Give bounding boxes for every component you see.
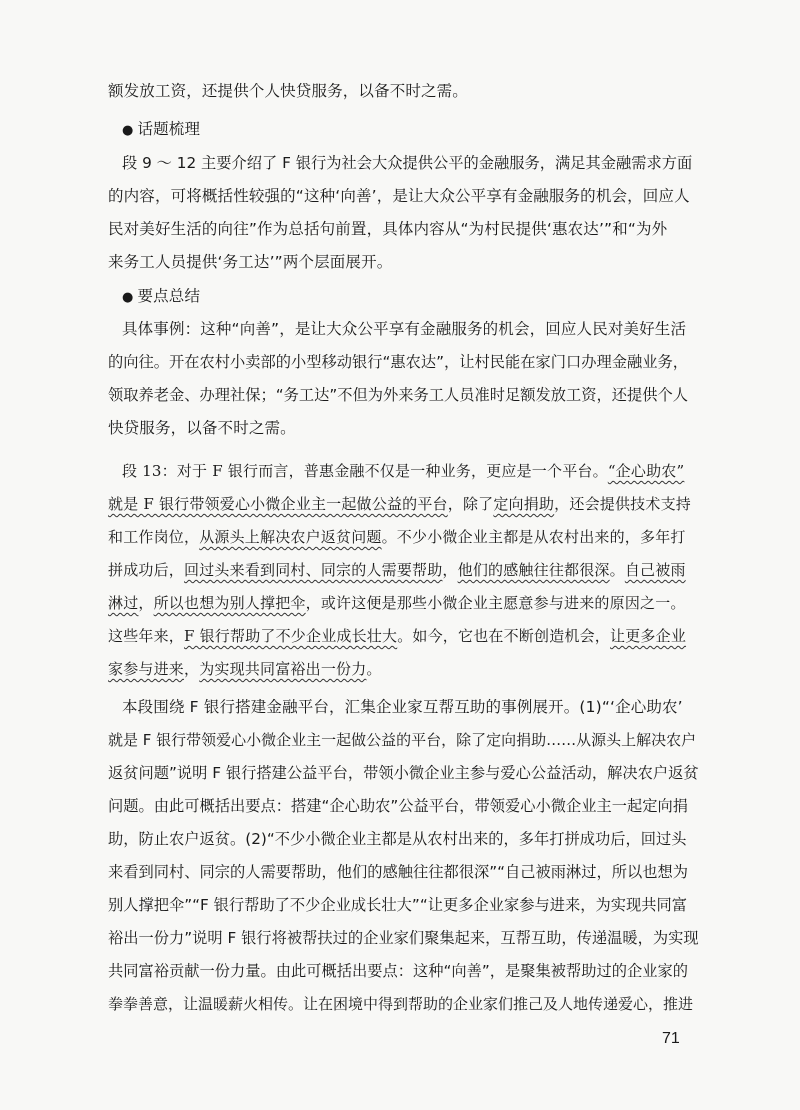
text-line: 来看到同村、同宗的人需要帮助，他们的感触往往都很深”“自己被雨淋过，所以也想为 — [108, 863, 689, 881]
text-line: 来务工人员提供‘务工达’”两个层面展开。 — [108, 253, 393, 271]
text-span: 拼成功后， — [108, 561, 185, 579]
text-span: 和工作岗位， — [108, 528, 200, 546]
text-line: 的内容，可将概括性较强的“这种‘向善’，是让大众公平享有金融服务的机会，回应人 — [108, 187, 690, 205]
underlined-span: 所以也想为别人撑把伞 — [153, 594, 306, 612]
underlined-span: 就是 F 银行带领爱心小微企业主一起做公益的平台 — [108, 495, 448, 513]
text-span: 段 13：对于 F 银行而言，普惠金融不仅是一种业务，更应是一个平台。 — [122, 462, 608, 480]
underlined-span: F 银行帮助了不少企业成长壮大 — [184, 627, 398, 645]
text-line: 额发放工资，还提供个人快贷服务，以备不时之需。 — [108, 82, 468, 100]
source-line — [108, 526, 686, 548]
underlined-span: 为实现共同富裕出一份力 — [199, 660, 367, 678]
source-line — [108, 625, 686, 647]
text-span: ， — [138, 594, 154, 612]
section-heading-summary: ● 要点总结 — [122, 285, 200, 309]
source-line — [108, 592, 686, 614]
page-number: 71 — [662, 1030, 680, 1047]
text-span: ， — [184, 660, 200, 678]
text-span: 这些年来， — [108, 627, 185, 645]
text-line: 本段围绕 F 银行搭建金融平台，汇集企业家互帮互助的事例展开。(1)“‘企心助农’ — [122, 698, 683, 716]
source-line — [108, 493, 691, 515]
text-span: ， — [442, 561, 458, 579]
source-line — [108, 658, 382, 680]
underlined-span: “企心助农” — [607, 462, 685, 480]
text-line: 快贷服务，以备不时之需。 — [108, 419, 296, 437]
text-line: 别人撑把伞”“F 银行帮助了不少企业成长壮大”“让更多企业家参与进来，为实现共同富 — [108, 896, 687, 914]
text-line: 助，防止农户返贫。(2)“不少小微企业主都是从农村出来的，多年打拼成功后，回过头 — [108, 830, 687, 848]
text-line: 共同富裕贡献一份力量。由此可概括出要点：这种“向善”，是聚集被帮助过的企业家的 — [108, 962, 689, 980]
text-span: ，还会提供技术支持 — [554, 495, 691, 513]
underlined-span: 从源头上解决农户返贫问题 — [199, 528, 382, 546]
text-line: 具体事例：这种“向善”，是让大众公平享有金融服务的机会，回应人民对美好生活 — [122, 320, 687, 338]
underlined-span: 定向捐助 — [493, 495, 555, 513]
text-line: 返贫问题”说明 F 银行搭建公益平台，带领小微企业主参与爱心公益活动，解决农户返贫 — [108, 764, 699, 782]
text-span: 。如今，它也在不断创造机会， — [397, 627, 611, 645]
text-span: 。不少小微企业主都是从农村出来的，多年打 — [381, 528, 686, 546]
underlined-span: 淋过 — [108, 594, 139, 612]
text-line: 的向往。开在农村小卖部的小型移动银行“惠农达”，让村民能在家门口办理金融业务， — [108, 353, 689, 371]
underlined-span: 他们的感触往往都很深 — [457, 561, 610, 579]
source-line — [122, 460, 684, 482]
text-line: 段 9 ～ 12 主要介绍了 F 银行为社会大众提供公平的金融服务，满足其金融需求方面 — [122, 154, 693, 172]
text-span: 。 — [366, 660, 382, 678]
source-line — [108, 559, 686, 581]
text-span: ，除了 — [447, 495, 494, 513]
underlined-span: 让更多企业 — [610, 627, 687, 645]
text-line: 问题。由此可概括出要点：搭建“企心助农”公益平台，带领爱心小微企业主一起定向捐 — [108, 797, 689, 815]
underlined-span: 回过头来看到同村、同宗的人需要帮助 — [184, 561, 443, 579]
text-line: 拳拳善意，让温暖薪火相传。让在困境中得到帮助的企业家们推己及人地传递爱心，推进 — [108, 995, 694, 1013]
text-line: 领取养老金、办理社保；“务工达”不但为外来务工人员准时足额发放工资，还提供个人 — [108, 386, 689, 404]
text-line: 就是 F 银行带领爱心小微企业主一起做公益的平台，除了定向捐助……从源头上解决农户 — [108, 731, 697, 749]
text-span: 。 — [609, 561, 625, 579]
underlined-span: 家参与进来 — [108, 660, 185, 678]
text-line: 民对美好生活的向往”作为总括句前置，具体内容从“为村民提供‘惠农达’”和“为外 — [108, 220, 668, 238]
section-heading-topic: ● 话题梳理 — [122, 118, 200, 142]
underlined-span: 自己被雨 — [624, 561, 686, 579]
text-line: 裕出一份力”说明 F 银行将被帮扶过的企业家们聚集起来，互帮互助，传递温暖，为实现 — [108, 929, 699, 947]
text-span: ，或许这便是那些小微企业主愿意参与进来的原因之一。 — [305, 594, 686, 612]
